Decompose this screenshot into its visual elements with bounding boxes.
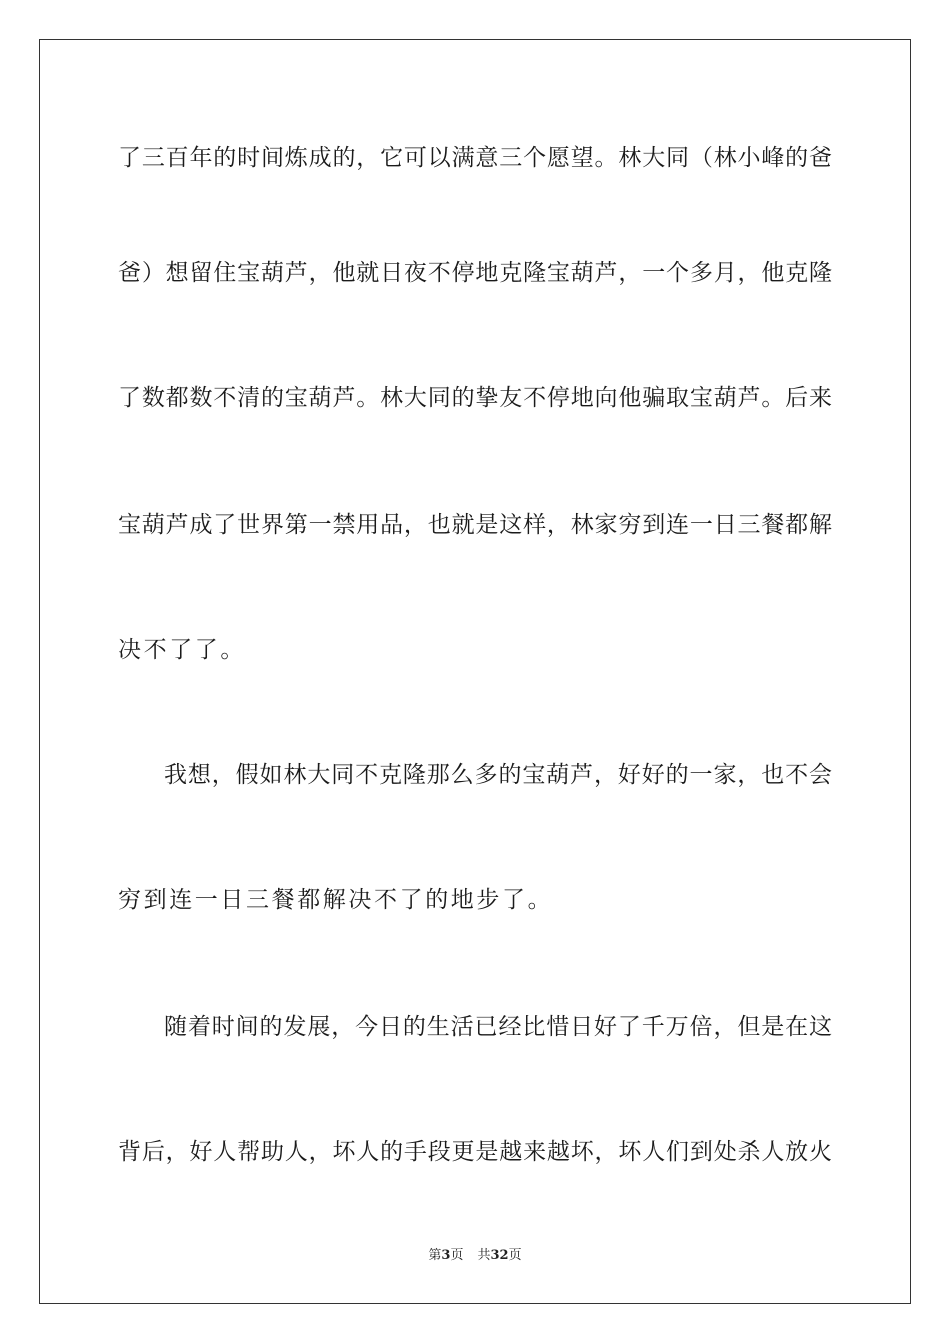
- page-border: [39, 39, 911, 1304]
- total-pages: 32: [490, 1248, 509, 1263]
- text-line: 穷到连一日三餐都解决不了的地步了。: [118, 887, 554, 913]
- text-line: 了数都数不清的宝葫芦。林大同的挚友不停地向他骗取宝葫芦。后来: [118, 385, 832, 411]
- page-prefix: 第: [428, 1248, 442, 1263]
- text-line: 背后，好人帮助人，坏人的手段更是越来越坏，坏人们到处杀人放火: [118, 1139, 832, 1165]
- paragraph-first-line: 随着时间的发展，今日的生活已经比惜日好了千万倍，但是在这: [164, 1014, 832, 1040]
- text-line: 决不了了。: [118, 637, 246, 663]
- total-prefix: 共: [477, 1248, 491, 1263]
- paragraph-first-line: 我想，假如林大同不克隆那么多的宝葫芦，好好的一家，也不会: [164, 762, 832, 788]
- page-number: 3: [441, 1248, 451, 1263]
- page-suffix: 页: [450, 1248, 464, 1263]
- text-line: 宝葫芦成了世界第一禁用品，也就是这样，林家穷到连一日三餐都解: [118, 512, 832, 538]
- total-suffix: 页: [508, 1248, 522, 1263]
- text-line: 了三百年的时间炼成的，它可以满意三个愿望。林大同（林小峰的爸: [118, 145, 832, 171]
- text-line: 爸）想留住宝葫芦，他就日夜不停地克隆宝葫芦，一个多月，他克隆: [118, 260, 832, 286]
- page-footer: [0, 1248, 950, 1264]
